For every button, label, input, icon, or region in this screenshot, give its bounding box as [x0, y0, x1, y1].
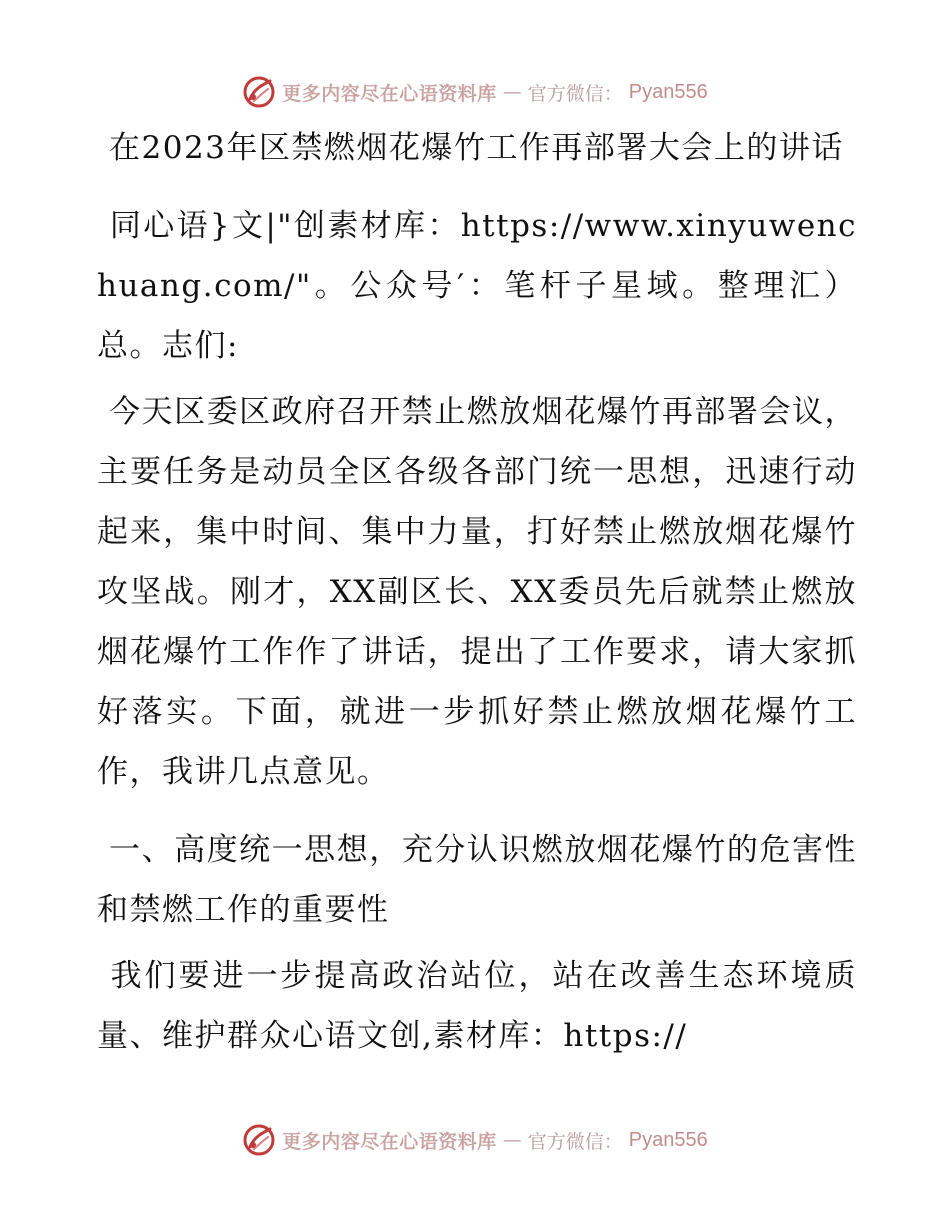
watermark-brand: 更多内容尽在心语资料库	[282, 1130, 497, 1153]
body-paragraph-2	[97, 946, 857, 1066]
watermark-separator: —	[502, 81, 522, 103]
salutation-paragraph	[97, 196, 857, 376]
watermark-wechat-id: Pyan556	[628, 1128, 708, 1151]
watermark-brand: 更多内容尽在心语资料库	[282, 82, 497, 105]
watermark-separator: —	[502, 1129, 522, 1151]
document-body	[97, 118, 857, 1066]
salutation-text: 同心语}文|"创素材库：https://www.xinyuwenchuang.com/"。公众号′：笔杆子星域。整理汇）总。志们:	[97, 208, 857, 364]
section-heading-1	[97, 820, 857, 940]
header-watermark	[0, 72, 950, 112]
watermark-wechat-id: Pyan556	[628, 80, 708, 103]
section-heading-1-text: 一、高度统一思想，充分认识燃放烟花爆竹的危害性和禁燃工作的重要性	[97, 832, 857, 928]
document-title	[97, 118, 857, 178]
quill-swirl-icon	[242, 1123, 276, 1157]
body-paragraph-1-text: 今天区委区政府召开禁止燃放烟花爆竹再部署会议，主要任务是动员全区各级各部门统一思想，迅速行动起来，集中时间、集中力量，打好禁止燃放烟花爆竹攻坚战。刚才，XX副区长、XX委员先后就禁止燃放烟花爆竹工作作了讲话，提出了工作要求，请大家抓好落实。下面，就进一步抓好禁止燃放烟花爆竹工作，我讲几点意见。	[97, 394, 857, 790]
watermark-official-label: 官方微信：	[527, 82, 623, 105]
footer-watermark	[0, 1120, 950, 1160]
body-paragraph-1	[97, 382, 857, 802]
body-paragraph-2-text: 我们要进一步提高政治站位，站在改善生态环境质量、维护群众心语文创,素材库：https://	[97, 958, 857, 1054]
document-title-text: 在2023年区禁燃烟花爆竹工作再部署大会上的讲话	[109, 130, 844, 166]
quill-swirl-icon	[242, 75, 276, 109]
watermark-official-label: 官方微信：	[527, 1130, 623, 1153]
